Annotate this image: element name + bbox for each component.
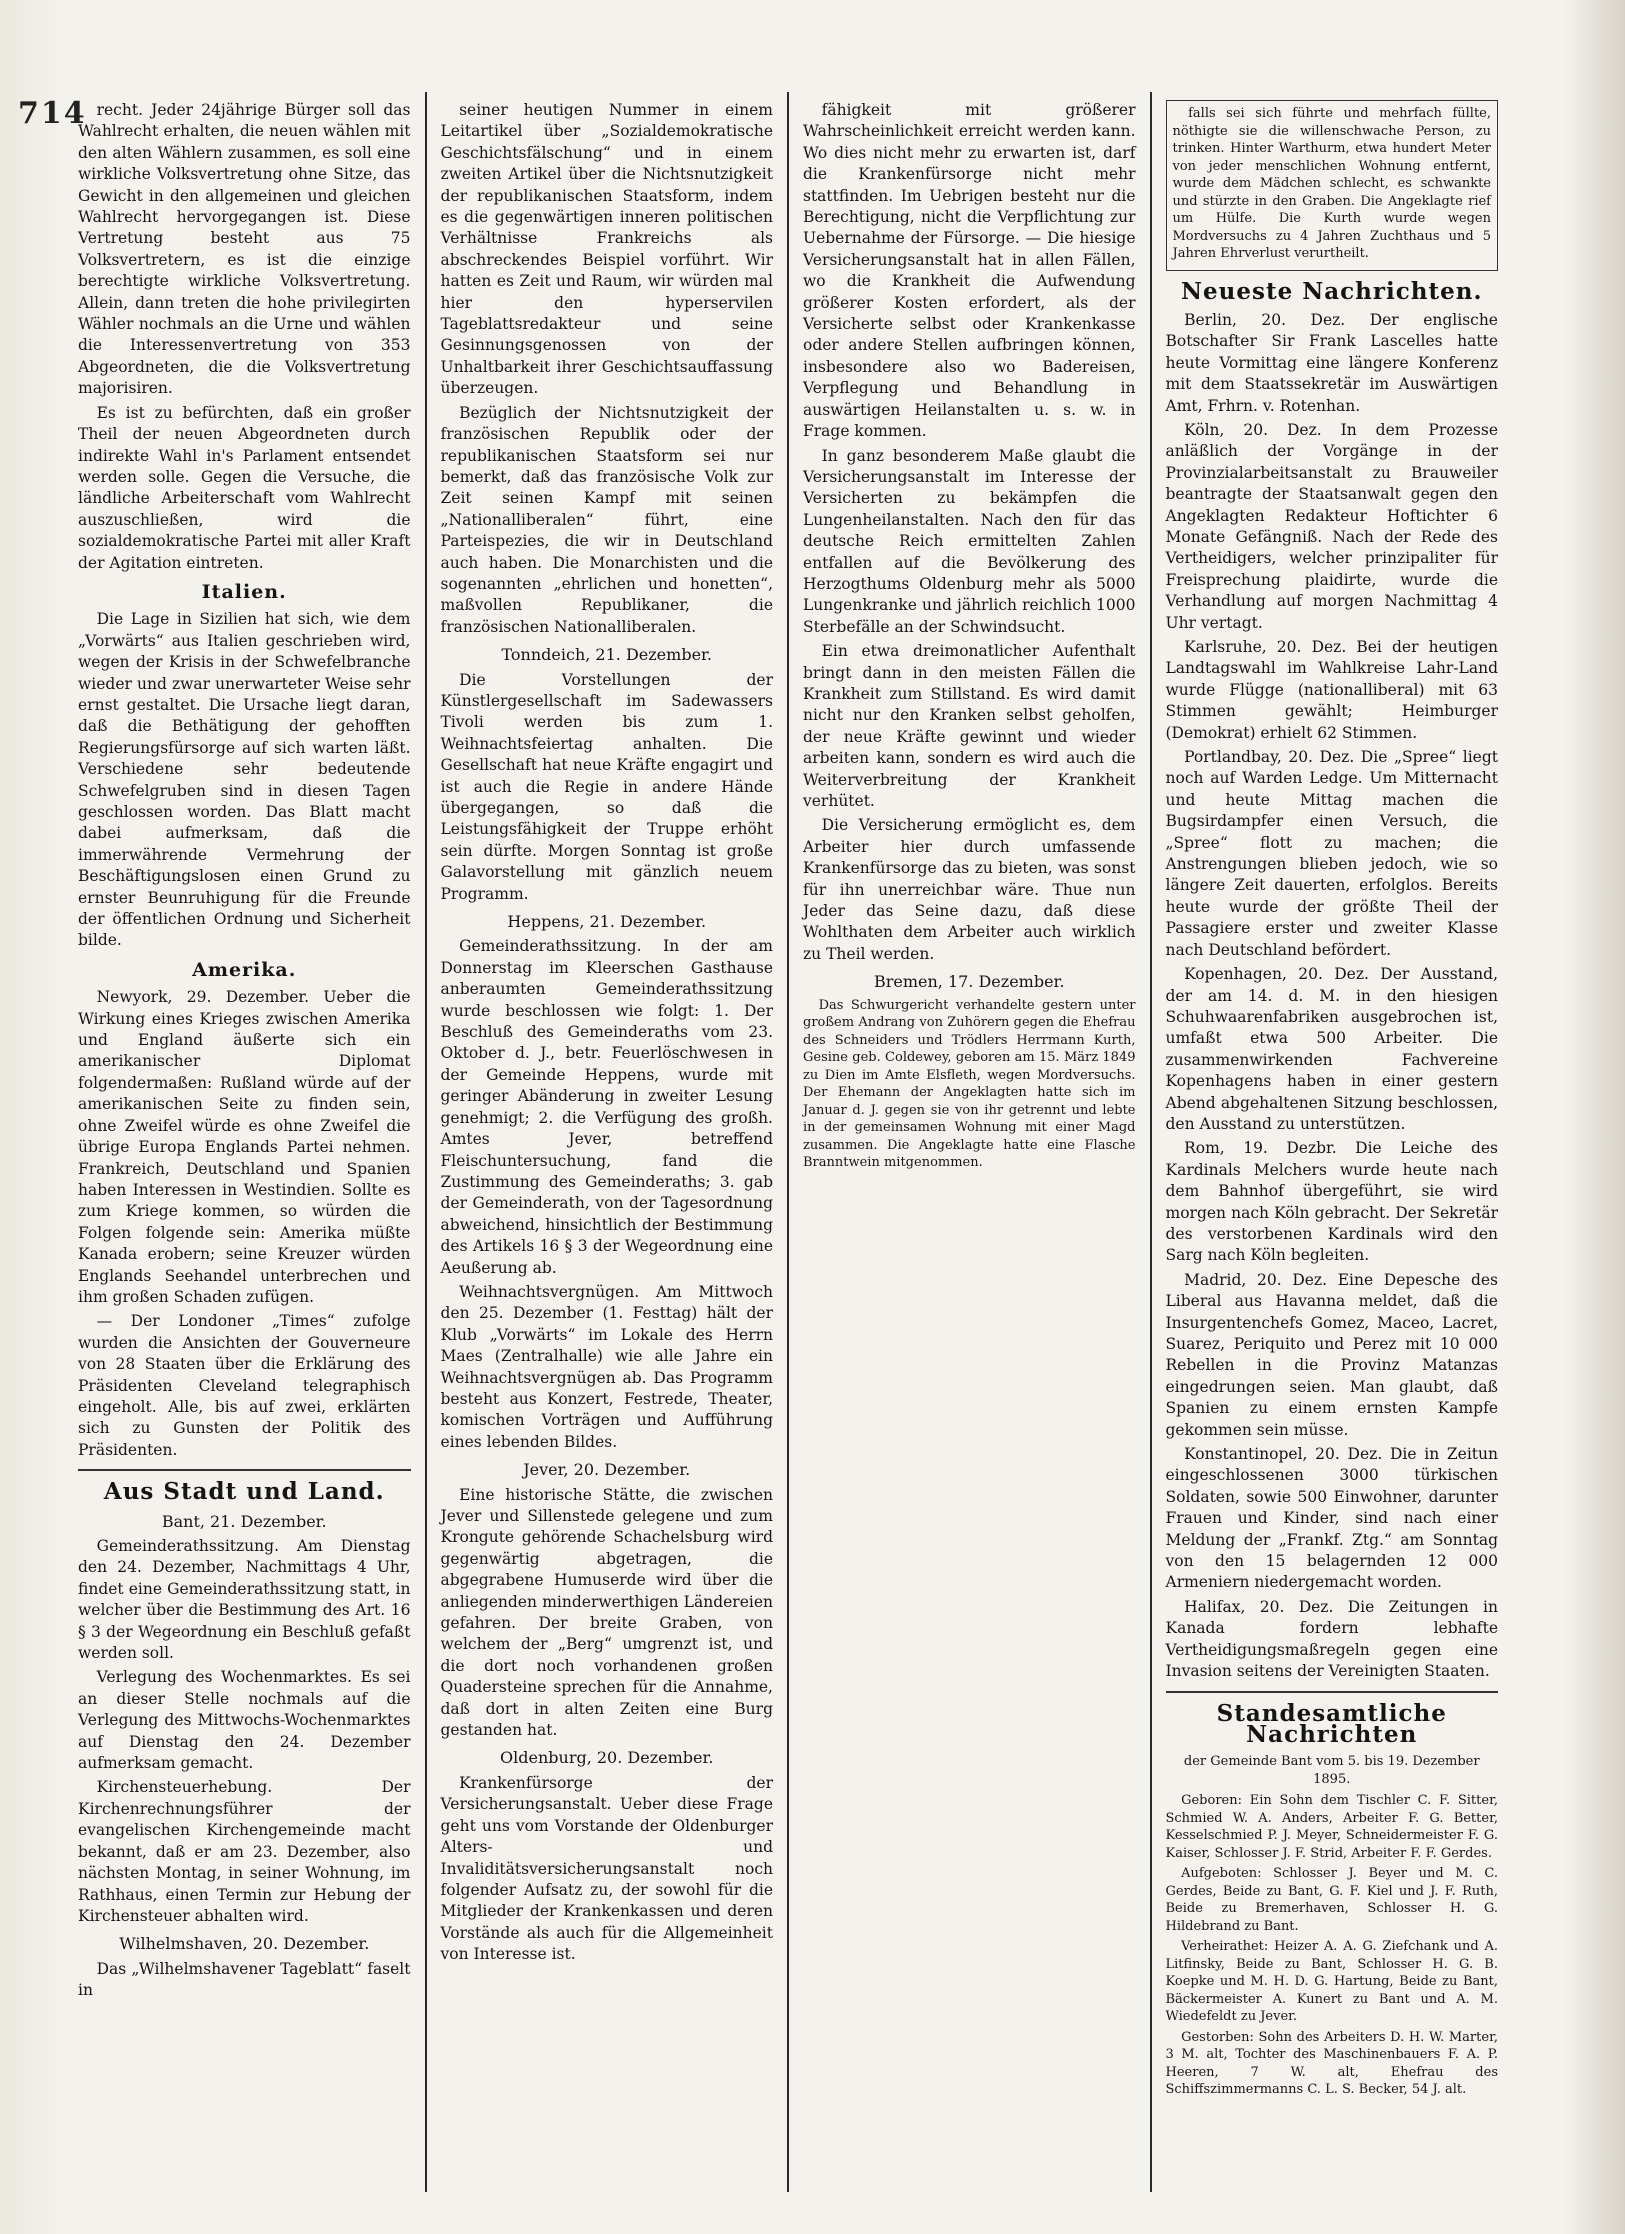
column-1 [64,92,427,2192]
column-3 [789,92,1152,2192]
article-paragraph: Bezüglich der Nichtsnutzigkeit der französischen Republik oder der republikanischen Staatsform sei nur bemerkt, daß das französische Volk zur Zeit seinen Kampf mit seinen „Nationalliberalen“ führt, eine Parteispezies, die wir in Deutschland auch haben. Die Monarchisten und die sogenannten „ehrlichen und honetten“, maßvollen Republikaner, die französischen Nationalliberalen. [440,403,773,636]
article-paragraph: fähigkeit mit größerer Wahrscheinlichkeit erreicht werden kann. Wo dies nicht mehr zu erwarten ist, darf die Krankenfürsorge nicht mehr stattfinden. Im Uebrigen besteht nur die Berechtigung, nicht die Verpflichtung zur Uebernahme der Fürsorge. — Die hiesige Versicherungsanstalt hat in allen Fällen, wo die Krankheit die Aufwendung größerer Kosten erfordert, als der Versicherte selbst oder Krankenkasse oder andere Stellen aufbringen können, insbesondere also wo Badereisen, Verpflegung und Behandlung in auswärtigen Heilanstalten u. s. w. in Frage kommen. [803,101,1136,441]
registry-entry: Geboren: Ein Sohn dem Tischler C. F. Sitter, Schmied W. A. Anders, Arbeiter F. G. Better, Kesselschmied P. J. Meyer, Schneidermeister F. G. Kaiser, Schlosser J. F. Strid, Arbeiter F. F. Gerdes. [1165,1793,1498,1861]
article-paragraph: recht. Jeder 24jährige Bürger soll das Wahlrecht erhalten, die neuen wählen mit den alten Wählern zusammen, es soll eine wirkliche Volksvertretung ohne Sitze, das Gewicht in den allgemeinen und gleichen Wahlrecht hervorgegangen ist. Diese Vertretung besteht aus 75 Volksvertretern, es ist die einzige berechtigte wirkliche Volksvertretung. Allein, dann treten die hohe privilegirten Wähler nochmals an die Urne und wählen die Interessenvertretung von 353 Abgeordneten, die die Volksvertretung majorisiren. [78,101,411,398]
article-paragraph: seiner heutigen Nummer in einem Leitartikel über „Sozialdemokratische Geschichtsfälschung“ und in einem zweiten Artikel über die Nichtsnutzigkeit der republikanischen Staatsform, indem es die gegenwärtigen inneren politischen Verhältnisse Frankreichs als abschreckendes Beispiel vorführt. Wir hatten es Zeit und Raum, wir würden mal hier den hyperservilen Tageblattsredakteur und seine Gesinnungsgenossen von der Unhaltbarkeit ihrer Geschichtsauffassung überzeugen. [440,101,773,398]
article-paragraph: Krankenfürsorge der Versicherungsanstalt. Ueber diese Frage geht uns vom Vorstande der Oldenburger Alters- und Invaliditätsversicherungsanstalt noch folgender Aufsatz zu, der sowohl für die Mitglieder der Krankenkassen und deren Vorstände als auch für die Allgemeinheit von Interesse ist. [440,1773,773,1964]
registry-entry: Aufgeboten: Schlosser J. Beyer und M. C. Gerdes, Beide zu Bant, G. F. Kiel und J. F. Ruth, Beide zu Bremerhaven, Schlosser H. G. Hildebrand zu Bant. [1165,1866,1498,1934]
dateline: Jever, 20. Dezember. [523,1460,691,1480]
article-paragraph: Gemeinderathssitzung. Am Dienstag den 24. Dezember, Nachmittags 4 Uhr, findet eine Gemeinderathssitzung statt, in welcher über die Bestimmung des Art. 16 § 3 der Wegeordnung ein Beschluß gefaßt werden soll. [78,1537,411,1663]
article-paragraph: Eine historische Stätte, die zwischen Jever und Sillenstede gelegene und zum Krongute gehörende Schachelsburg wird gegenwärtig abgetragen, die abgegrabene Humuserde wird über die anliegenden minderwerthigen Ländereien gefahren. Der breite Graben, von welchem der „Berg“ umgrenzt ist, und die dort noch vorhandenen großen Quadersteine sprechen für die Annahme, daß dort in alten Zeiten eine Burg gestanden hat. [440,1485,773,1740]
article-paragraph: Ein etwa dreimonatlicher Aufenthalt bringt dann in den meisten Fällen die Krankheit zum Stillstand. Es wird damit nicht nur den Kranken selbst geholfen, der neue Kräfte gewinnt und wieder arbeiten kann, sondern es wird auch die Weiterverbreitung der Krankheit verhütet. [803,642,1136,810]
boxed-article [1166,100,1499,271]
news-item: Berlin, 20. Dez. Der englische Botschafter Sir Frank Lascelles hatte heute Vormittag eine längere Konferenz mit dem Staatssekretär im Auswärtigen Amt, Frhrn. v. Rotenhan. [1165,310,1498,415]
article-paragraph: Newyork, 29. Dezember. Ueber die Wirkung eines Krieges zwischen Amerika und England äußerte sich ein amerikanischer Diplomat folgendermaßen: Rußland würde auf der amerikanischen Seite zu finden sein, ohne Zweifel würde es ohne Zweifel die übrige Europa Englands Partei nehmen. Frankreich, Deutschland und Spanien haben Interessen in Westindien. Sollte es zum Kriege kommen, so würden die Folgen folgende sein: Amerika müßte Kanada erobern; seine Kreuzer würden Englands Seehandel unterbrechen und ihm großen Schaden zufügen. [78,988,411,1306]
section-heading-amerika: Amerika. [192,958,297,981]
news-item: Halifax, 20. Dez. Die Zeitungen in Kanada fordern lebhafte Vertheidigungsmaßregeln gegen eine Invasion seitens der Vereinigten Staaten. [1165,1597,1498,1681]
registry-entry: Gestorben: Sohn des Arbeiters D. H. W. Marter, 3 M. alt, Tochter des Maschinenbauers F. A. P. Heeren, 7 W. alt, Ehefrau des Schiffszimmermanns C. L. S. Becker, 54 J. alt. [1165,2029,1498,2098]
section-divider [78,1469,411,1471]
article-paragraph: Die Vorstellungen der Künstlergesellschaft im Sadewassers Tivoli werden bis zum 1. Weihnachtsfeiertag anhalten. Die Gesellschaft hat neue Kräfte engagirt und ist auch die Regie in andere Hände übergegangen, so daß die Leistungsfähigkeit der Truppe erhöht sein dürfte. Morgen Sonntag ist große Galavorstellung mit gänzlich neuem Programm. [440,670,773,903]
article-columns [64,92,1512,2192]
dateline: Wilhelmshaven, 20. Dezember. [119,1934,370,1954]
news-item: Karlsruhe, 20. Dez. Bei der heutigen Landtagswahl im Wahlkreise Lahr-Land wurde Flügge (nationalliberal) mit 63 Stimmen gewählt; Heimburger (Demokrat) erhielt 62 Stimmen. [1165,638,1498,742]
dateline: Bant, 21. Dezember. [161,1511,327,1531]
section-heading-neueste-nachrichten: Neueste Nachrichten. [1181,277,1483,305]
column-2 [427,92,790,2192]
dateline: Oldenburg, 20. Dezember. [500,1748,714,1768]
article-paragraph: Kirchensteuerhebung. Der Kirchenrechnungsführer der evangelischen Kirchengemeinde macht bekannt, daß er am 23. Dezember, also nächsten Montag, in seiner Wohnung, im Rathhaus, einen Termin zur Hebung der Kirchensteuer abhalten wird. [78,1778,411,1925]
article-paragraph: Das Schwurgericht verhandelte gestern unter großem Andrang von Zuhörern gegen die Ehefrau des Schneiders und Trödlers Herrmann Kurth, Gesine geb. Coldewey, geboren am 15. März 1849 zu Dien im Amte Elsfleth, wegen Mordversuchs. Der Ehemann der Angeklagten hatte sich im Januar d. J. gegen sie von ihr getrennt und lebte in der gemeinsamen Wohnung mit einer Magd zusammen. Die Angeklagte hatte eine Flasche Branntwein mitgenommen. [803,997,1136,1171]
section-heading-standesamt: Standesamtliche Nachrichten [1216,1699,1447,1748]
page-edge-shadow [1565,0,1625,2234]
page-number: 714 [18,96,87,131]
registry-entry: Verheirathet: Heizer A. A. G. Ziefchank und A. Litfinsky, Beide zu Bant, Schlosser H. G. B. Koepke und M. H. D. G. Hartung, Beide zu Bant, Bäckermeister A. Kunert zu Bant und A. M. Wiedefeldt zu Jever. [1165,1939,1498,2025]
article-paragraph: Die Lage in Sizilien hat sich, wie dem „Vorwärts“ aus Italien geschrieben wird, wegen der Krisis in der Schwefelbranche wieder und zwar unerwarteter Weise sehr ernst gestaltet. Die Ursache liegt daran, daß die Bethätigung der gehofften Regierungsfürsorge auf sich warten läßt. Verschiedene sehr bedeutende Schwefelgruben sind in diesen Tagen geschlossen worden. Das Blatt macht dabei aufmerksam, daß die immerwährende Vermehrung der Beschäftigungslosen einen Grund zu ernster Beunruhigung für die Freunde der öffentlichen Ordnung und Sicherheit bilde. [78,610,411,950]
section-divider [1166,1691,1499,1693]
article-paragraph: Verlegung des Wochenmarktes. Es sei an dieser Stelle nochmals auf die Verlegung des Mittwochs-Wochenmarktes auf Dienstag den 24. Dezember aufmerksam gemacht. [78,1668,411,1773]
news-item: Portlandbay, 20. Dez. Die „Spree“ liegt noch auf Warden Ledge. Um Mitternacht und heute Mittag machen die Bugsirdampfer einen Versuch, die „Spree“ flott zu machen; die Anstrengungen blieben jedoch, wie so längere Zeit dauerten, erfolglos. Bereits heute wurde der größte Theil der Passagiere erster und zweiter Klasse nach Deutschland befördert. [1165,748,1498,959]
article-paragraph: In ganz besonderem Maße glaubt die Versicherungsanstalt im Interesse der Versicherten zu bekämpfen die Lungenheilanstalten. Nach den für das deutsche Reich ermittelten Zahlen entfallen auf die Bevölkerung des Herzogthums Oldenburg mehr als 5000 Lungenkranke und jährlich reichlich 1000 Sterbefälle an der Schwindsucht. [803,446,1136,636]
news-item: Rom, 19. Dezbr. Die Leiche des Kardinals Melchers wurde heute nach dem Bahnhof übergeführt, sie wird morgen nach Köln gebracht. Der Sekretär des verstorbenen Kardinals wird den Sarg nach Köln begleiten. [1165,1139,1498,1265]
section-heading-stadt-und-land: Aus Stadt und Land. [103,1478,385,1506]
article-paragraph: Die Versicherung ermöglicht es, dem Arbeiter hier durch umfassende Krankenfürsorge das zu bieten, was sonst für ihn unerreichbar wäre. Thue nun Jeder das Seine dazu, daß diese Wohlthaten dem Arbeiter auch wirklich zu Theil werden. [803,816,1136,963]
standesamt-subtitle: der Gemeinde Bant vom 5. bis 19. Dezember 1895. [1183,1754,1480,1787]
news-item: Kopenhagen, 20. Dez. Der Ausstand, der am 14. d. M. in den hiesigen Schuhwaarenfabriken ausgebrochen ist, umfaßt etwa 500 Arbeiter. Die zusammenwirkenden Fachvereine Kopenhagens haben in einer gestern Abend abgehaltenen Sitzung beschlossen, den Ausstand zu unterstützen. [1165,965,1498,1133]
news-item: Madrid, 20. Dez. Eine Depesche des Liberal aus Havanna meldet, daß die Insurgentenchefs Gomez, Maceo, Lacret, Suarez, Periquito und Perez mit 10 000 Rebellen in die Provinz Matanzas eingedrungen seien. Man glaubt, daß Spanien zu einem ernsten Kampfe gekommen sein müsse. [1165,1270,1498,1439]
article-paragraph: Gemeinderathssitzung. In der am Donnerstag im Kleerschen Gasthause anberaumten Gemeinderathssitzung wurde beschlossen wie folgt: 1. Der Beschluß des Gemeinderaths vom 23. Oktober d. J., betr. Feuerlöschwesen in der Gemeinde Heppens, wurde mit geringer Abänderung in zweiter Lesung genehmigt; 2. die Verfügung des großh. Amtes Jever, betreffend Fleischuntersuchung, fand die Zustimmung des Gemeinderaths; 3. gab der Gemeinderath, von der Tagesordnung abweichend, hinsichtlich der Bestimmung des Artikels 16 § 3 der Wegeordnung eine Aeußerung ab. [440,937,773,1277]
dateline: Bremen, 17. Dezember. [873,972,1065,992]
article-paragraph: falls sei sich führte und mehrfach füllte, nöthigte sie die willenschwache Person, zu trinken. Hinter Warthurm, etwa hundert Meter von jeder menschlichen Wohnung entfernt, wurde dem Mädchen schlecht, es schwankte und stürzte in den Graben. Die Angeklagte rief um Hülfe. Die Kurth wurde wegen Mordversuchs zu 4 Jahren Zuchthaus und 5 Jahren Ehrverlust verurtheilt. [1172,106,1491,261]
news-item: Köln, 20. Dez. In dem Prozesse anläßlich der Vorgänge in der Provinzialarbeitsanstalt zu Brauweiler beantragte der Staatsanwalt gegen den Angeklagten Redakteur Hoftichter 6 Monate Gefängniß. Nach der Rede des Vertheidigers, welcher prinzipaliter für Freisprechung plaidirte, wurde die Verhandlung auf morgen Nachmittag 4 Uhr vertagt. [1165,420,1498,632]
dateline: Tonndeich, 21. Dezember. [501,645,713,665]
dateline: Heppens, 21. Dezember. [507,912,707,932]
news-item: Konstantinopel, 20. Dez. Die in Zeitun eingeschlossenen 3000 türkischen Soldaten, sowie 500 Einwohner, darunter Frauen und Kinder, sind nach einer Meldung der „Frankf. Ztg.“ am Sonntag von den 15 belagernden 12 000 Armeniern niedergemacht worden. [1165,1445,1498,1592]
article-paragraph: — Der Londoner „Times“ zufolge wurden die Ansichten der Gouverneure von 28 Staaten über die Erklärung des Präsidenten Cleveland telegraphisch eingeholt. Alle, bis auf zwei, erklärten sich zu Gunsten der Politik des Präsidenten. [78,1312,411,1459]
article-paragraph: Weihnachtsvergnügen. Am Mittwoch den 25. Dezember (1. Festtag) hält der Klub „Vorwärts“ im Lokale des Herrn Maes (Zentralhalle) wie alle Jahre ein Weihnachtsvergnügen ab. Das Programm besteht aus Konzert, Festrede, Theater, komischen Vorträgen und Aufführung eines lebenden Bildes. [440,1282,773,1451]
article-paragraph: Es ist zu befürchten, daß ein großer Theil der neuen Abgeordneten durch indirekte Wahl in's Parlament entsendet werden solle. Gegen die Versuche, die ländliche Arbeiterschaft vom Wahlrecht auszuschließen, wird die sozialdemokratische Partei mit aller Kraft der Agitation eintreten. [78,403,411,572]
column-4 [1152,92,1513,2192]
section-heading-italien: Italien. [201,580,287,603]
article-paragraph: Das „Wilhelmshavener Tageblatt“ faselt in [78,1959,411,2000]
